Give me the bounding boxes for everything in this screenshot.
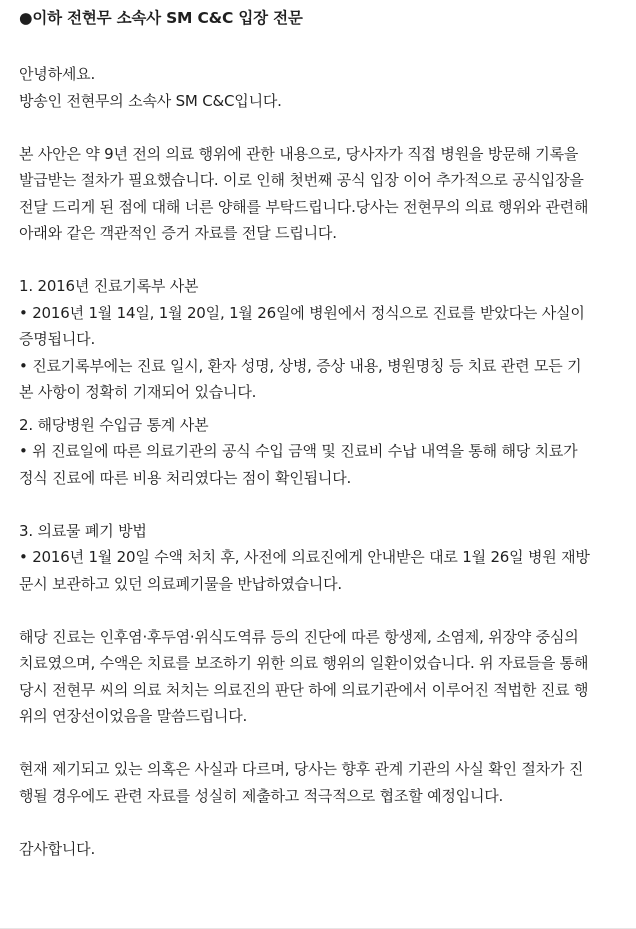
section-line: 본 사항이 정확히 기재되어 있습니다. <box>19 383 257 401</box>
section-heading: 1. 2016년 진료기록부 사본 <box>19 277 199 295</box>
intro-paragraph <box>19 141 622 247</box>
explanation-line: 치료였으며, 수액은 치료를 보조하기 위한 의료 행위의 일환이었습니다. 위 자료들을 통해 <box>19 654 589 672</box>
section-line: 증명됩니다. <box>19 330 96 348</box>
section-line: • 위 진료일에 따른 의료기관의 공식 수입 금액 및 진료비 수납 내역을 통해 해당 치료가 <box>19 442 578 460</box>
intro-line: 아래와 같은 객관적인 증거 자료를 전달 드립니다. <box>19 224 337 242</box>
greeting-paragraph <box>19 61 622 114</box>
explanation-paragraph <box>19 624 622 730</box>
evidence-section-3 <box>19 518 622 598</box>
paragraph-gap <box>19 730 622 757</box>
paragraph-gap <box>19 597 622 624</box>
greeting-line: 안녕하세요. <box>19 65 96 83</box>
paragraph-gap <box>19 491 622 518</box>
conclusion-paragraph <box>19 756 622 809</box>
greeting-line: 방송인 전현무의 소속사 SM C&C입니다. <box>19 91 282 110</box>
conclusion-line: 행될 경우에도 관련 자료를 성실히 제출하고 적극적으로 협조할 예정입니다. <box>19 786 504 805</box>
evidence-section-1 <box>19 273 622 406</box>
statement-title: ●이하 전현무 소속사 SM C&C 입장 전문 <box>19 9 303 27</box>
section-line: 정식 진료에 따른 비용 처리였다는 점이 확인됩니다. <box>19 468 352 487</box>
explanation-line: 당시 전현무 씨의 의료 처치는 의료진의 판단 하에 의료기관에서 이루어진 적법한 진료 행 <box>19 680 589 699</box>
section-heading: 3. 의료물 폐기 방법 <box>19 521 147 540</box>
section-line: • 2016년 1월 20일 수액 처치 후, 사전에 의료진에게 안내받은 대로 1월 26일 병원 재방 <box>19 548 590 566</box>
intro-line: 전달 드리게 된 점에 대해 너른 양해를 부탁드립니다.당사는 전현무의 의료 행위와 관련해 <box>19 197 589 216</box>
explanation-line: 위의 연장선이었음을 말씀드립니다. <box>19 707 248 725</box>
section-heading: 2. 해당병원 수입금 통계 사본 <box>19 415 209 434</box>
evidence-section-2 <box>19 412 622 492</box>
paragraph-gap <box>19 114 622 141</box>
statement-body <box>19 61 622 862</box>
paragraph-gap <box>19 247 622 274</box>
section-line: • 2016년 1월 14일, 1월 20일, 1월 26일에 병원에서 정식으로 진료를 받았다는 사실이 <box>19 303 585 322</box>
conclusion-line: 현재 제기되고 있는 의혹은 사실과 다르며, 당사는 향후 관계 기관의 사실 확인 절차가 진 <box>19 760 584 778</box>
section-line: • 진료기록부에는 진료 일시, 환자 성명, 상병, 증상 내용, 병원명칭 등 치료 관련 모든 기 <box>19 356 582 375</box>
paragraph-gap <box>19 809 622 836</box>
intro-line: 발급받는 절차가 필요했습니다. 이로 인해 첫번째 공식 입장 이어 추가적으로 공식입장을 <box>19 171 584 189</box>
intro-line: 본 사안은 약 9년 전의 의료 행위에 관한 내용으로, 당사자가 직접 병원을 방문해 기록을 <box>19 144 579 163</box>
explanation-line: 해당 진료는 인후염·후두염·위식도역류 등의 진단에 따른 항생제, 소염제, 위장약 중심의 <box>19 627 579 646</box>
closing-line: 감사합니다. <box>19 839 96 858</box>
section-line: 문시 보관하고 있던 의료폐기물을 반납하였습니다. <box>19 574 342 593</box>
